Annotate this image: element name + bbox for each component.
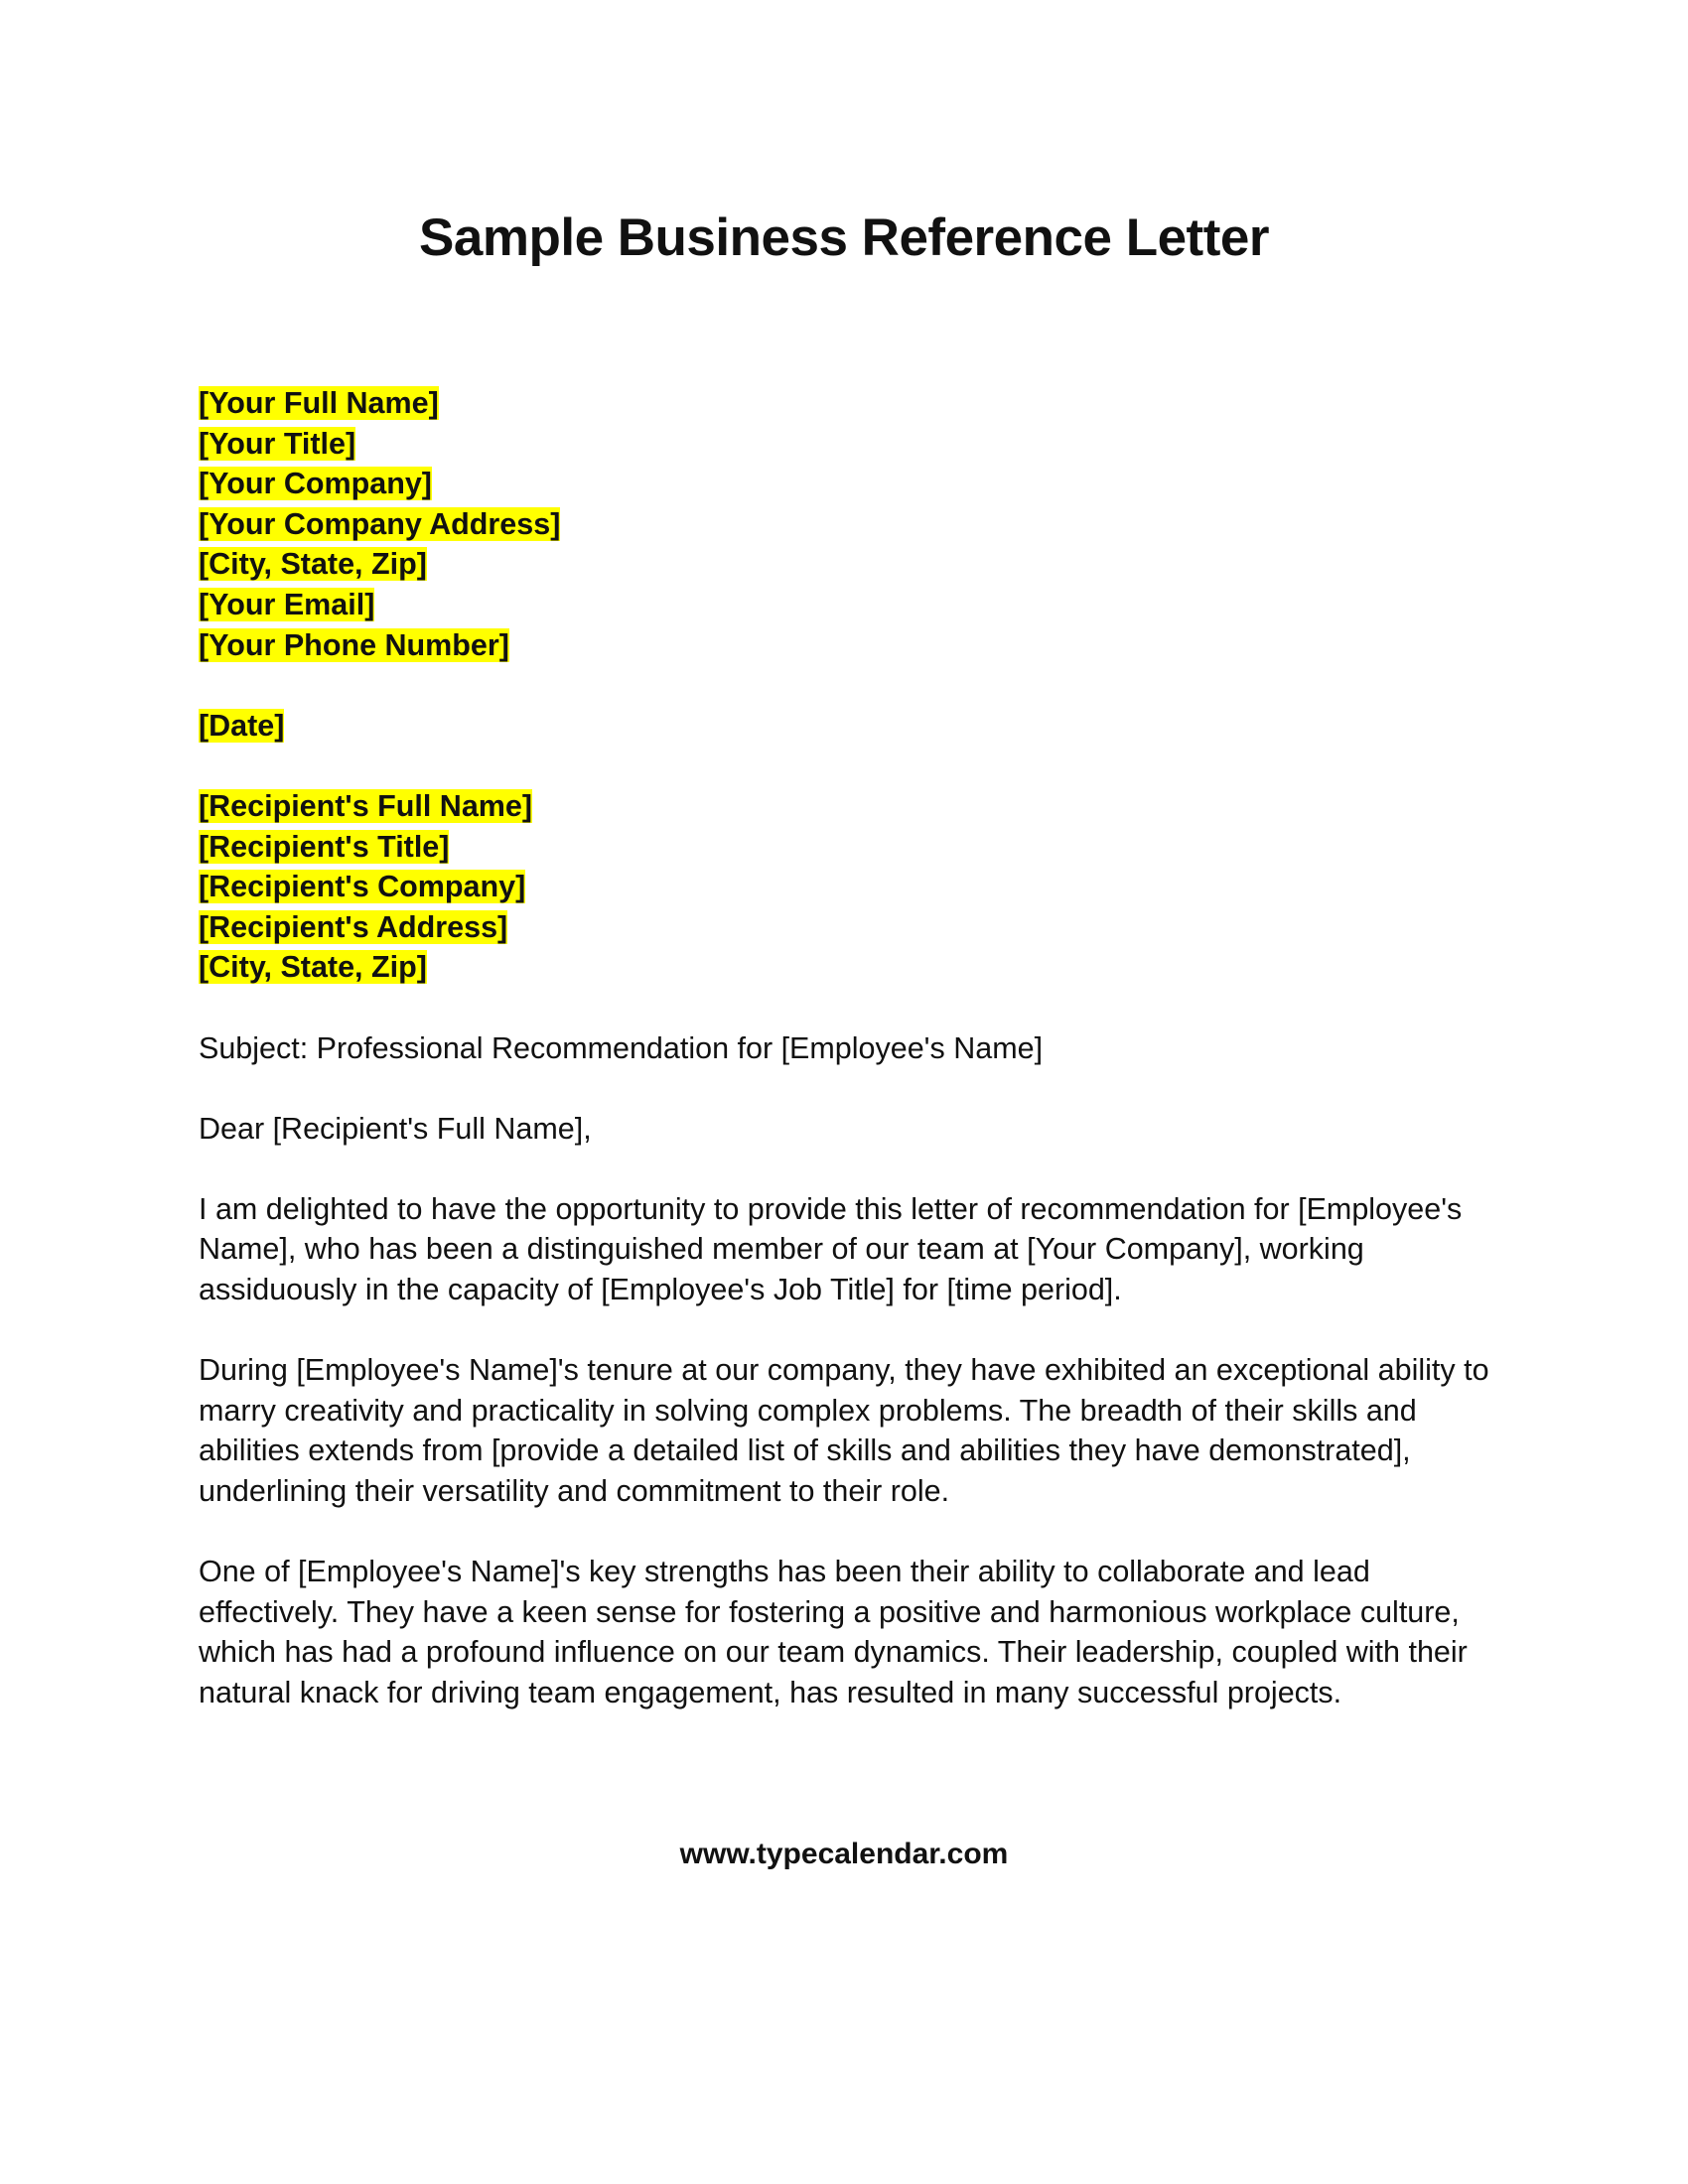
document-title: Sample Business Reference Letter xyxy=(419,208,1269,267)
website-footer: www.typecalendar.com xyxy=(679,1838,1009,1870)
recipient-company: [Recipient's Company] xyxy=(199,870,526,904)
recipient-city-state-zip: [City, State, Zip] xyxy=(199,950,427,985)
subject-line: Subject: Professional Recommendation for [Employee's Name] xyxy=(199,1030,1044,1065)
salutation: Dear [Recipient's Full Name], xyxy=(199,1111,592,1146)
body-paragraph-1: I am delighted to have the opportunity to provide this letter of recommendation for [Employee's Name], who has been a distinguished member of our team at [Your Company], working assiduously in the capacity of [Employee's Job Title] for [time period]. xyxy=(199,1191,1463,1307)
sender-block xyxy=(199,383,1509,665)
recipient-block xyxy=(199,786,1509,988)
sender-company: [Your Company] xyxy=(199,467,432,501)
sender-company-address: [Your Company Address] xyxy=(199,506,561,541)
recipient-title: [Recipient's Title] xyxy=(199,829,450,864)
date-block xyxy=(199,706,1509,747)
recipient-address: [Recipient's Address] xyxy=(199,909,508,944)
sender-email: [Your Email] xyxy=(199,587,375,621)
letter-body xyxy=(199,383,1509,1753)
sender-title: [Your Title] xyxy=(199,426,356,461)
sender-full-name: [Your Full Name] xyxy=(199,386,439,420)
recipient-full-name: [Recipient's Full Name] xyxy=(199,788,533,823)
sender-phone: [Your Phone Number] xyxy=(199,627,509,662)
body-paragraph-3: One of [Employee's Name]'s key strengths has been their ability to collaborate and lead effectively. They have a keen sense for fostering a positive and harmonious workplace culture, which has had a profound influence on our team dynamics. Their leadership, coupled with their natural knack for driving team engagement, has resulted in many successful projects. xyxy=(199,1555,1468,1709)
body-paragraph-2: During [Employee's Name]'s tenure at our company, they have exhibited an exceptional ability to marry creativity and practicality in solving complex problems. The breadth of their skills and abilities extends from [provide a detailed list of skills and abilities they have demonstrated], underlining their versatility and commitment to their role. xyxy=(199,1353,1489,1509)
letter-date: [Date] xyxy=(199,708,285,743)
sender-city-state-zip: [City, State, Zip] xyxy=(199,547,427,582)
